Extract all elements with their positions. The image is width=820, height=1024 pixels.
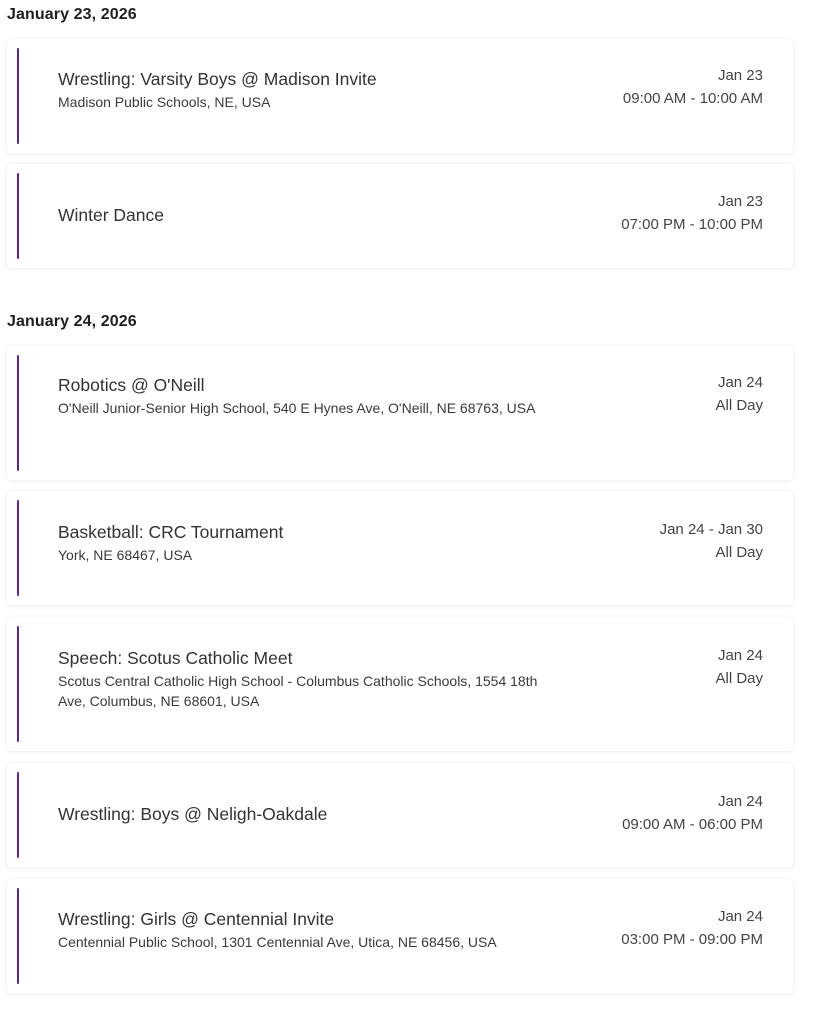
event-card[interactable] (7, 491, 793, 605)
event-accent-bar (17, 772, 19, 858)
event-location: Scotus Central Catholic High School - Columbus Catholic Schools, 1554 18th Ave, Columbus, NE 68601, USA (58, 673, 538, 709)
event-card[interactable] (7, 39, 793, 153)
event-location: Centennial Public School, 1301 Centennial Ave, Utica, NE 68456, USA (58, 934, 497, 950)
event-accent-bar (17, 500, 19, 596)
event-accent-bar (17, 173, 19, 259)
event-date: Jan 24 (717, 908, 763, 925)
event-date: Jan 23 (717, 67, 763, 84)
event-accent-bar (17, 355, 19, 471)
event-time: All Day (715, 543, 763, 561)
event-location: O'Neill Junior-Senior High School, 540 E Hynes Ave, O'Neill, NE 68763, USA (58, 400, 536, 416)
event-location: Madison Public Schools, NE, USA (58, 94, 271, 110)
event-time: 09:00 AM - 06:00 PM (622, 815, 763, 833)
event-time: All Day (715, 396, 763, 414)
event-title: Wrestling: Girls @ Centennial Invite (58, 909, 335, 929)
event-date: Jan 24 (717, 374, 763, 391)
event-title: Winter Dance (58, 205, 165, 225)
event-accent-bar (17, 888, 19, 984)
event-location: York, NE 68467, USA (58, 547, 193, 563)
event-time: 03:00 PM - 09:00 PM (621, 930, 763, 948)
day-heading: January 24, 2026 (7, 313, 137, 330)
event-card[interactable] (7, 879, 793, 993)
event-date: Jan 24 (717, 647, 763, 664)
event-date: Jan 24 - Jan 30 (659, 521, 763, 538)
event-accent-bar (17, 626, 19, 742)
day-heading: January 23, 2026 (7, 6, 137, 23)
event-title: Basketball: CRC Tournament (58, 522, 284, 542)
event-title: Wrestling: Boys @ Neligh-Oakdale (58, 804, 328, 824)
event-time: 09:00 AM - 10:00 AM (622, 89, 763, 107)
event-date: Jan 24 (717, 793, 763, 810)
event-time: 07:00 PM - 10:00 PM (621, 215, 763, 233)
event-card[interactable] (7, 763, 793, 867)
event-card[interactable] (7, 617, 793, 751)
event-title: Robotics @ O'Neill (58, 375, 205, 395)
event-title: Wrestling: Varsity Boys @ Madison Invite (58, 69, 377, 89)
event-title: Speech: Scotus Catholic Meet (58, 648, 293, 668)
event-date: Jan 23 (717, 193, 763, 210)
event-card[interactable] (7, 164, 793, 268)
event-time: All Day (715, 669, 763, 687)
event-card[interactable] (7, 346, 793, 480)
event-accent-bar (17, 48, 19, 144)
